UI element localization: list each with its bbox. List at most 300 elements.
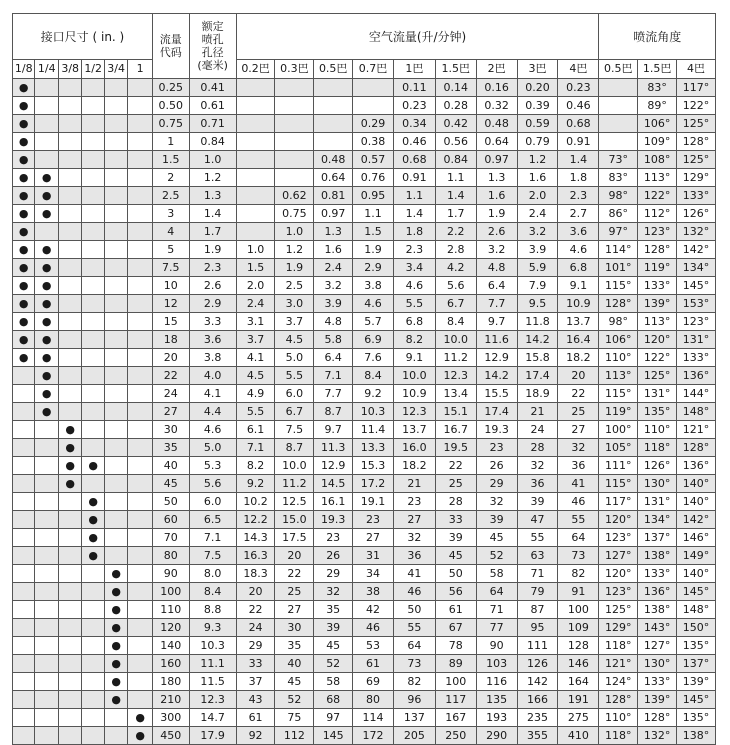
port-size-cell <box>128 493 153 511</box>
air-flow-cell: 45 <box>314 637 353 655</box>
port-size-marker-icon <box>35 349 58 367</box>
spray-angle-cell: 139° <box>638 295 677 313</box>
air-flow-cell: 6.8 <box>558 259 599 277</box>
port-size-label: 1/2 <box>82 60 104 79</box>
air-flow-cell: 13.7 <box>393 421 435 439</box>
spray-angle-cell: 133° <box>638 565 677 583</box>
pressure-label: 0.2巴 <box>236 60 275 79</box>
air-flow-cell: 18.2 <box>558 349 599 367</box>
spray-angle-cell: 128° <box>599 295 638 313</box>
flow-code-cell: 70 <box>152 529 189 547</box>
air-flow-cell: 0.39 <box>517 97 558 115</box>
flow-code-cell: 18 <box>152 331 189 349</box>
spray-angle-cell: 120° <box>599 511 638 529</box>
port-size-cell <box>35 565 58 583</box>
air-flow-cell: 35 <box>275 637 314 655</box>
air-flow-cell: 166 <box>517 691 558 709</box>
port-size-cell <box>104 187 127 205</box>
air-flow-cell: 1.0 <box>275 223 314 241</box>
spray-angle-cell: 120° <box>638 331 677 349</box>
spray-angle-cell: 140° <box>677 565 716 583</box>
air-flow-cell: 0.68 <box>558 115 599 133</box>
nozzle-diameter-cell: 6.5 <box>189 511 236 529</box>
port-size-cell <box>82 187 104 205</box>
spray-angle-cell: 133° <box>638 277 677 295</box>
air-flow-cell: 14.2 <box>476 367 517 385</box>
port-size-cell <box>35 475 58 493</box>
port-size-marker-icon <box>13 115 35 133</box>
air-flow-cell: 14.2 <box>517 331 558 349</box>
flow-code-cell: 10 <box>152 277 189 295</box>
air-flow-cell: 9.2 <box>353 385 394 403</box>
nozzle-diameter-cell: 1.9 <box>189 241 236 259</box>
air-flow-cell: 290 <box>476 727 517 745</box>
port-size-cell <box>104 259 127 277</box>
flow-code-cell: 35 <box>152 439 189 457</box>
air-flow-cell: 0.48 <box>476 115 517 133</box>
air-flow-cell <box>275 115 314 133</box>
nozzle-diameter-cell: 4.6 <box>189 421 236 439</box>
spray-angle-cell: 144° <box>677 385 716 403</box>
port-size-cell <box>58 223 81 241</box>
air-flow-cell: 19.1 <box>353 493 394 511</box>
nozzle-diameter-cell: 5.3 <box>189 457 236 475</box>
port-size-marker-icon <box>35 169 58 187</box>
spray-angle-cell: 106° <box>638 115 677 133</box>
port-size-cell <box>58 547 81 565</box>
air-flow-cell: 21 <box>517 403 558 421</box>
nozzle-diameter-cell: 0.71 <box>189 115 236 133</box>
port-size-cell <box>82 655 104 673</box>
air-flow-cell: 17.5 <box>275 529 314 547</box>
port-size-cell <box>82 313 104 331</box>
spray-angle-cell <box>599 97 638 115</box>
air-flow-cell: 100 <box>435 673 476 691</box>
port-size-cell <box>35 133 58 151</box>
air-flow-cell: 46 <box>353 619 394 637</box>
air-flow-cell: 63 <box>517 547 558 565</box>
spray-angle-cell: 120° <box>599 565 638 583</box>
port-size-cell <box>104 511 127 529</box>
spray-angle-cell: 117° <box>599 493 638 511</box>
port-size-marker-icon <box>82 529 104 547</box>
flow-code-cell: 24 <box>152 385 189 403</box>
port-size-cell <box>104 727 127 745</box>
air-flow-cell: 36 <box>393 547 435 565</box>
air-flow-cell: 1.6 <box>314 241 353 259</box>
spray-angle-cell: 148° <box>677 601 716 619</box>
air-flow-cell: 38 <box>353 583 394 601</box>
spray-angle-cell: 128° <box>599 691 638 709</box>
table-row <box>13 385 716 403</box>
air-flow-cell: 355 <box>517 727 558 745</box>
port-size-cell <box>82 583 104 601</box>
port-size-marker-icon <box>13 133 35 151</box>
air-flow-cell: 8.7 <box>275 439 314 457</box>
spray-angle-cell: 126° <box>677 205 716 223</box>
air-flow-cell: 111 <box>517 637 558 655</box>
spray-angle-cell: 130° <box>638 655 677 673</box>
nozzle-diameter-cell: 8.8 <box>189 601 236 619</box>
port-size-cell <box>58 169 81 187</box>
air-flow-cell: 112 <box>275 727 314 745</box>
nozzle-diameter-cell: 1.3 <box>189 187 236 205</box>
flow-code-cell: 210 <box>152 691 189 709</box>
air-flow-cell <box>275 151 314 169</box>
pressure-label: 0.5巴 <box>314 60 353 79</box>
port-size-cell <box>35 97 58 115</box>
spray-angle-cell: 111° <box>599 457 638 475</box>
pressure-label: 3巴 <box>517 60 558 79</box>
port-size-cell <box>104 295 127 313</box>
nozzle-diameter-cell: 6.0 <box>189 493 236 511</box>
air-flow-cell: 82 <box>393 673 435 691</box>
air-flow-cell: 27 <box>393 511 435 529</box>
air-flow-cell: 2.0 <box>517 187 558 205</box>
port-size-cell <box>58 241 81 259</box>
air-flow-cell: 3.7 <box>275 313 314 331</box>
table-row <box>13 475 716 493</box>
table-row <box>13 583 716 601</box>
air-flow-cell: 11.8 <box>517 313 558 331</box>
spray-angle-cell: 110° <box>599 709 638 727</box>
port-size-cell <box>128 475 153 493</box>
air-flow-cell: 2.4 <box>314 259 353 277</box>
spray-angle-cell: 146° <box>677 529 716 547</box>
air-flow-cell: 15.5 <box>476 385 517 403</box>
port-size-cell <box>128 583 153 601</box>
air-flow-cell: 14.5 <box>314 475 353 493</box>
port-size-cell <box>13 493 35 511</box>
port-size-cell <box>13 601 35 619</box>
air-flow-cell: 52 <box>476 547 517 565</box>
nozzle-diameter-cell: 0.84 <box>189 133 236 151</box>
air-flow-cell: 22 <box>275 565 314 583</box>
air-flow-cell: 0.46 <box>558 97 599 115</box>
spray-angle-cell: 129° <box>599 619 638 637</box>
table-row <box>13 637 716 655</box>
port-size-cell <box>104 493 127 511</box>
port-size-cell <box>128 439 153 457</box>
nozzle-diameter-cell: 3.6 <box>189 331 236 349</box>
air-flow-cell: 46 <box>393 583 435 601</box>
port-size-cell <box>35 691 58 709</box>
spray-angle-header: 喷流角度 <box>599 14 716 60</box>
spray-angle-cell: 112° <box>638 205 677 223</box>
air-flow-cell: 164 <box>558 673 599 691</box>
port-size-cell <box>82 223 104 241</box>
air-flow-cell: 9.5 <box>517 295 558 313</box>
port-size-cell <box>58 691 81 709</box>
air-flow-cell: 1.2 <box>517 151 558 169</box>
port-size-cell <box>58 313 81 331</box>
port-size-cell <box>104 349 127 367</box>
port-size-marker-icon <box>58 421 81 439</box>
port-size-cell <box>13 529 35 547</box>
air-flow-cell: 0.75 <box>275 205 314 223</box>
air-flow-cell <box>236 205 275 223</box>
flow-code-cell: 0.50 <box>152 97 189 115</box>
air-flow-cell <box>236 97 275 115</box>
air-flow-cell: 1.7 <box>435 205 476 223</box>
air-flow-cell: 16.1 <box>314 493 353 511</box>
table-row <box>13 421 716 439</box>
table-row <box>13 97 716 115</box>
angle-pressure-label: 0.5巴 <box>599 60 638 79</box>
air-flow-cell: 40 <box>275 655 314 673</box>
port-size-cell <box>128 205 153 223</box>
air-flow-cell: 23 <box>393 493 435 511</box>
air-flow-cell: 13.7 <box>558 313 599 331</box>
port-size-marker-icon <box>13 205 35 223</box>
spray-angle-cell: 134° <box>638 511 677 529</box>
air-flow-cell: 4.8 <box>476 259 517 277</box>
port-size-cell <box>82 169 104 187</box>
air-flow-cell: 250 <box>435 727 476 745</box>
air-flow-cell: 90 <box>476 637 517 655</box>
port-size-cell <box>128 511 153 529</box>
air-flow-cell: 235 <box>517 709 558 727</box>
spray-angle-cell: 127° <box>599 547 638 565</box>
spray-angle-cell: 132° <box>638 727 677 745</box>
air-flow-cell: 0.42 <box>435 115 476 133</box>
air-flow-cell <box>236 187 275 205</box>
port-size-cell <box>104 439 127 457</box>
flow-code-cell: 2 <box>152 169 189 187</box>
air-flow-cell: 4.5 <box>275 331 314 349</box>
table-row <box>13 565 716 583</box>
air-flow-cell: 34 <box>353 565 394 583</box>
air-flow-cell: 1.9 <box>353 241 394 259</box>
port-size-cell <box>128 313 153 331</box>
air-flow-cell: 73 <box>393 655 435 673</box>
air-flow-cell: 32 <box>476 493 517 511</box>
air-flow-cell: 0.64 <box>314 169 353 187</box>
table-row <box>13 439 716 457</box>
spray-angle-cell: 136° <box>677 367 716 385</box>
air-flow-cell: 1.4 <box>558 151 599 169</box>
port-size-marker-icon <box>35 241 58 259</box>
air-flow-cell: 2.3 <box>393 241 435 259</box>
spray-angle-cell: 136° <box>677 457 716 475</box>
port-size-cell <box>58 655 81 673</box>
port-size-header: 接口尺寸 ( in. ) <box>13 14 153 60</box>
air-flow-cell: 6.4 <box>476 277 517 295</box>
air-flow-cell: 8.2 <box>236 457 275 475</box>
port-size-cell <box>58 97 81 115</box>
spray-angle-cell: 142° <box>677 241 716 259</box>
air-flow-cell: 0.62 <box>275 187 314 205</box>
spray-angle-cell: 83° <box>599 169 638 187</box>
air-flow-cell: 23 <box>314 529 353 547</box>
port-size-cell <box>13 619 35 637</box>
air-flow-cell: 145 <box>314 727 353 745</box>
spray-angle-cell: 139° <box>638 691 677 709</box>
spray-angle-cell: 138° <box>638 547 677 565</box>
air-flow-cell: 55 <box>558 511 599 529</box>
nozzle-diameter-cell: 3.8 <box>189 349 236 367</box>
table-row <box>13 511 716 529</box>
flow-code-header <box>152 14 189 79</box>
air-flow-cell: 11.3 <box>314 439 353 457</box>
port-size-cell <box>58 331 81 349</box>
spray-angle-cell: 128° <box>638 241 677 259</box>
air-flow-cell: 53 <box>353 637 394 655</box>
air-flow-cell: 4.5 <box>236 367 275 385</box>
air-flow-cell: 11.6 <box>476 331 517 349</box>
spray-angle-cell: 133° <box>677 187 716 205</box>
air-flow-cell: 89 <box>435 655 476 673</box>
spray-angle-cell: 109° <box>638 133 677 151</box>
nozzle-diameter-cell: 8.0 <box>189 565 236 583</box>
air-flow-cell: 2.6 <box>476 223 517 241</box>
air-flow-cell: 1.9 <box>476 205 517 223</box>
flow-code-cell: 0.75 <box>152 115 189 133</box>
flow-code-cell: 30 <box>152 421 189 439</box>
port-size-marker-icon <box>104 637 127 655</box>
air-flow-cell: 6.7 <box>435 295 476 313</box>
air-flow-cell <box>314 97 353 115</box>
air-flow-cell: 275 <box>558 709 599 727</box>
spray-angle-cell: 138° <box>677 727 716 745</box>
air-flow-cell: 6.9 <box>353 331 394 349</box>
port-size-cell <box>82 295 104 313</box>
air-flow-cell: 2.4 <box>517 205 558 223</box>
port-size-cell <box>13 385 35 403</box>
spray-angle-cell: 122° <box>677 97 716 115</box>
port-size-cell <box>58 709 81 727</box>
air-flow-cell: 16.7 <box>435 421 476 439</box>
air-flow-cell <box>236 151 275 169</box>
air-flow-cell: 21 <box>393 475 435 493</box>
spray-angle-cell: 137° <box>638 529 677 547</box>
air-flow-cell: 1.3 <box>476 169 517 187</box>
table-row <box>13 349 716 367</box>
air-flow-cell: 1.4 <box>435 187 476 205</box>
air-flow-cell: 10.0 <box>393 367 435 385</box>
port-size-cell <box>13 583 35 601</box>
spray-angle-cell: 121° <box>677 421 716 439</box>
air-flow-cell: 17.4 <box>476 403 517 421</box>
air-flow-cell: 2.5 <box>275 277 314 295</box>
table-row <box>13 691 716 709</box>
air-flow-cell: 18.9 <box>517 385 558 403</box>
air-flow-cell <box>236 133 275 151</box>
air-flow-cell: 24 <box>517 421 558 439</box>
air-flow-cell: 146 <box>558 655 599 673</box>
nozzle-diameter-cell: 14.7 <box>189 709 236 727</box>
spray-angle-cell: 110° <box>638 421 677 439</box>
port-size-marker-icon <box>35 313 58 331</box>
spray-angle-cell: 140° <box>677 493 716 511</box>
air-flow-cell: 4.6 <box>558 241 599 259</box>
port-size-cell <box>128 151 153 169</box>
air-flow-cell: 22 <box>236 601 275 619</box>
spray-angle-cell: 131° <box>638 493 677 511</box>
air-flow-cell: 10.2 <box>236 493 275 511</box>
port-size-marker-icon <box>13 97 35 115</box>
table-row <box>13 259 716 277</box>
spray-angle-cell: 122° <box>638 187 677 205</box>
port-size-cell <box>13 547 35 565</box>
spray-angle-cell: 110° <box>599 349 638 367</box>
air-flow-cell: 41 <box>558 475 599 493</box>
spray-angle-cell: 131° <box>677 331 716 349</box>
port-size-cell <box>58 277 81 295</box>
air-flow-cell: 4.8 <box>314 313 353 331</box>
air-flow-cell: 6.8 <box>393 313 435 331</box>
air-flow-cell: 55 <box>517 529 558 547</box>
port-size-cell <box>128 349 153 367</box>
air-flow-cell: 16.0 <box>393 439 435 457</box>
port-size-cell <box>128 367 153 385</box>
air-flow-cell: 0.57 <box>353 151 394 169</box>
air-flow-cell: 15.1 <box>435 403 476 421</box>
air-flow-cell: 78 <box>435 637 476 655</box>
air-flow-cell: 17.2 <box>353 475 394 493</box>
port-size-cell <box>58 727 81 745</box>
air-flow-cell: 9.7 <box>314 421 353 439</box>
port-size-cell <box>35 79 58 97</box>
spray-angle-cell: 86° <box>599 205 638 223</box>
air-flow-cell <box>236 169 275 187</box>
spray-angle-cell: 113° <box>638 169 677 187</box>
flow-code-cell: 140 <box>152 637 189 655</box>
port-size-marker-icon <box>35 277 58 295</box>
port-size-cell <box>35 637 58 655</box>
air-flow-cell: 7.9 <box>517 277 558 295</box>
port-size-marker-icon <box>13 169 35 187</box>
air-flow-cell: 3.8 <box>353 277 394 295</box>
air-flow-cell: 39 <box>476 511 517 529</box>
port-size-marker-icon <box>82 457 104 475</box>
spray-angle-cell: 114° <box>599 241 638 259</box>
air-flow-cell: 6.1 <box>236 421 275 439</box>
port-size-cell <box>58 115 81 133</box>
port-size-cell <box>58 403 81 421</box>
air-flow-cell: 79 <box>517 583 558 601</box>
spray-angle-cell: 113° <box>599 367 638 385</box>
table-row <box>13 601 716 619</box>
spray-angle-cell: 124° <box>599 673 638 691</box>
port-size-cell <box>82 709 104 727</box>
air-flow-cell: 36 <box>517 475 558 493</box>
air-flow-cell: 1.8 <box>558 169 599 187</box>
nozzle-diameter-cell: 17.9 <box>189 727 236 745</box>
table-row <box>13 367 716 385</box>
port-size-cell <box>82 115 104 133</box>
flow-code-cell: 0.25 <box>152 79 189 97</box>
port-size-cell <box>82 79 104 97</box>
air-flow-cell: 39 <box>435 529 476 547</box>
port-size-marker-icon <box>13 349 35 367</box>
nozzle-diameter-cell: 12.3 <box>189 691 236 709</box>
air-flow-cell: 0.23 <box>558 79 599 97</box>
air-flow-cell: 142 <box>517 673 558 691</box>
air-flow-cell <box>275 133 314 151</box>
air-flow-cell: 82 <box>558 565 599 583</box>
air-flow-cell: 126 <box>517 655 558 673</box>
air-flow-cell: 1.5 <box>353 223 394 241</box>
air-flow-cell: 37 <box>236 673 275 691</box>
port-size-cell <box>82 349 104 367</box>
port-size-marker-icon <box>58 475 81 493</box>
air-flow-cell: 11.4 <box>353 421 394 439</box>
flow-code-cell: 110 <box>152 601 189 619</box>
port-size-cell <box>82 727 104 745</box>
spray-angle-cell: 140° <box>677 475 716 493</box>
air-flow-cell: 45 <box>476 529 517 547</box>
